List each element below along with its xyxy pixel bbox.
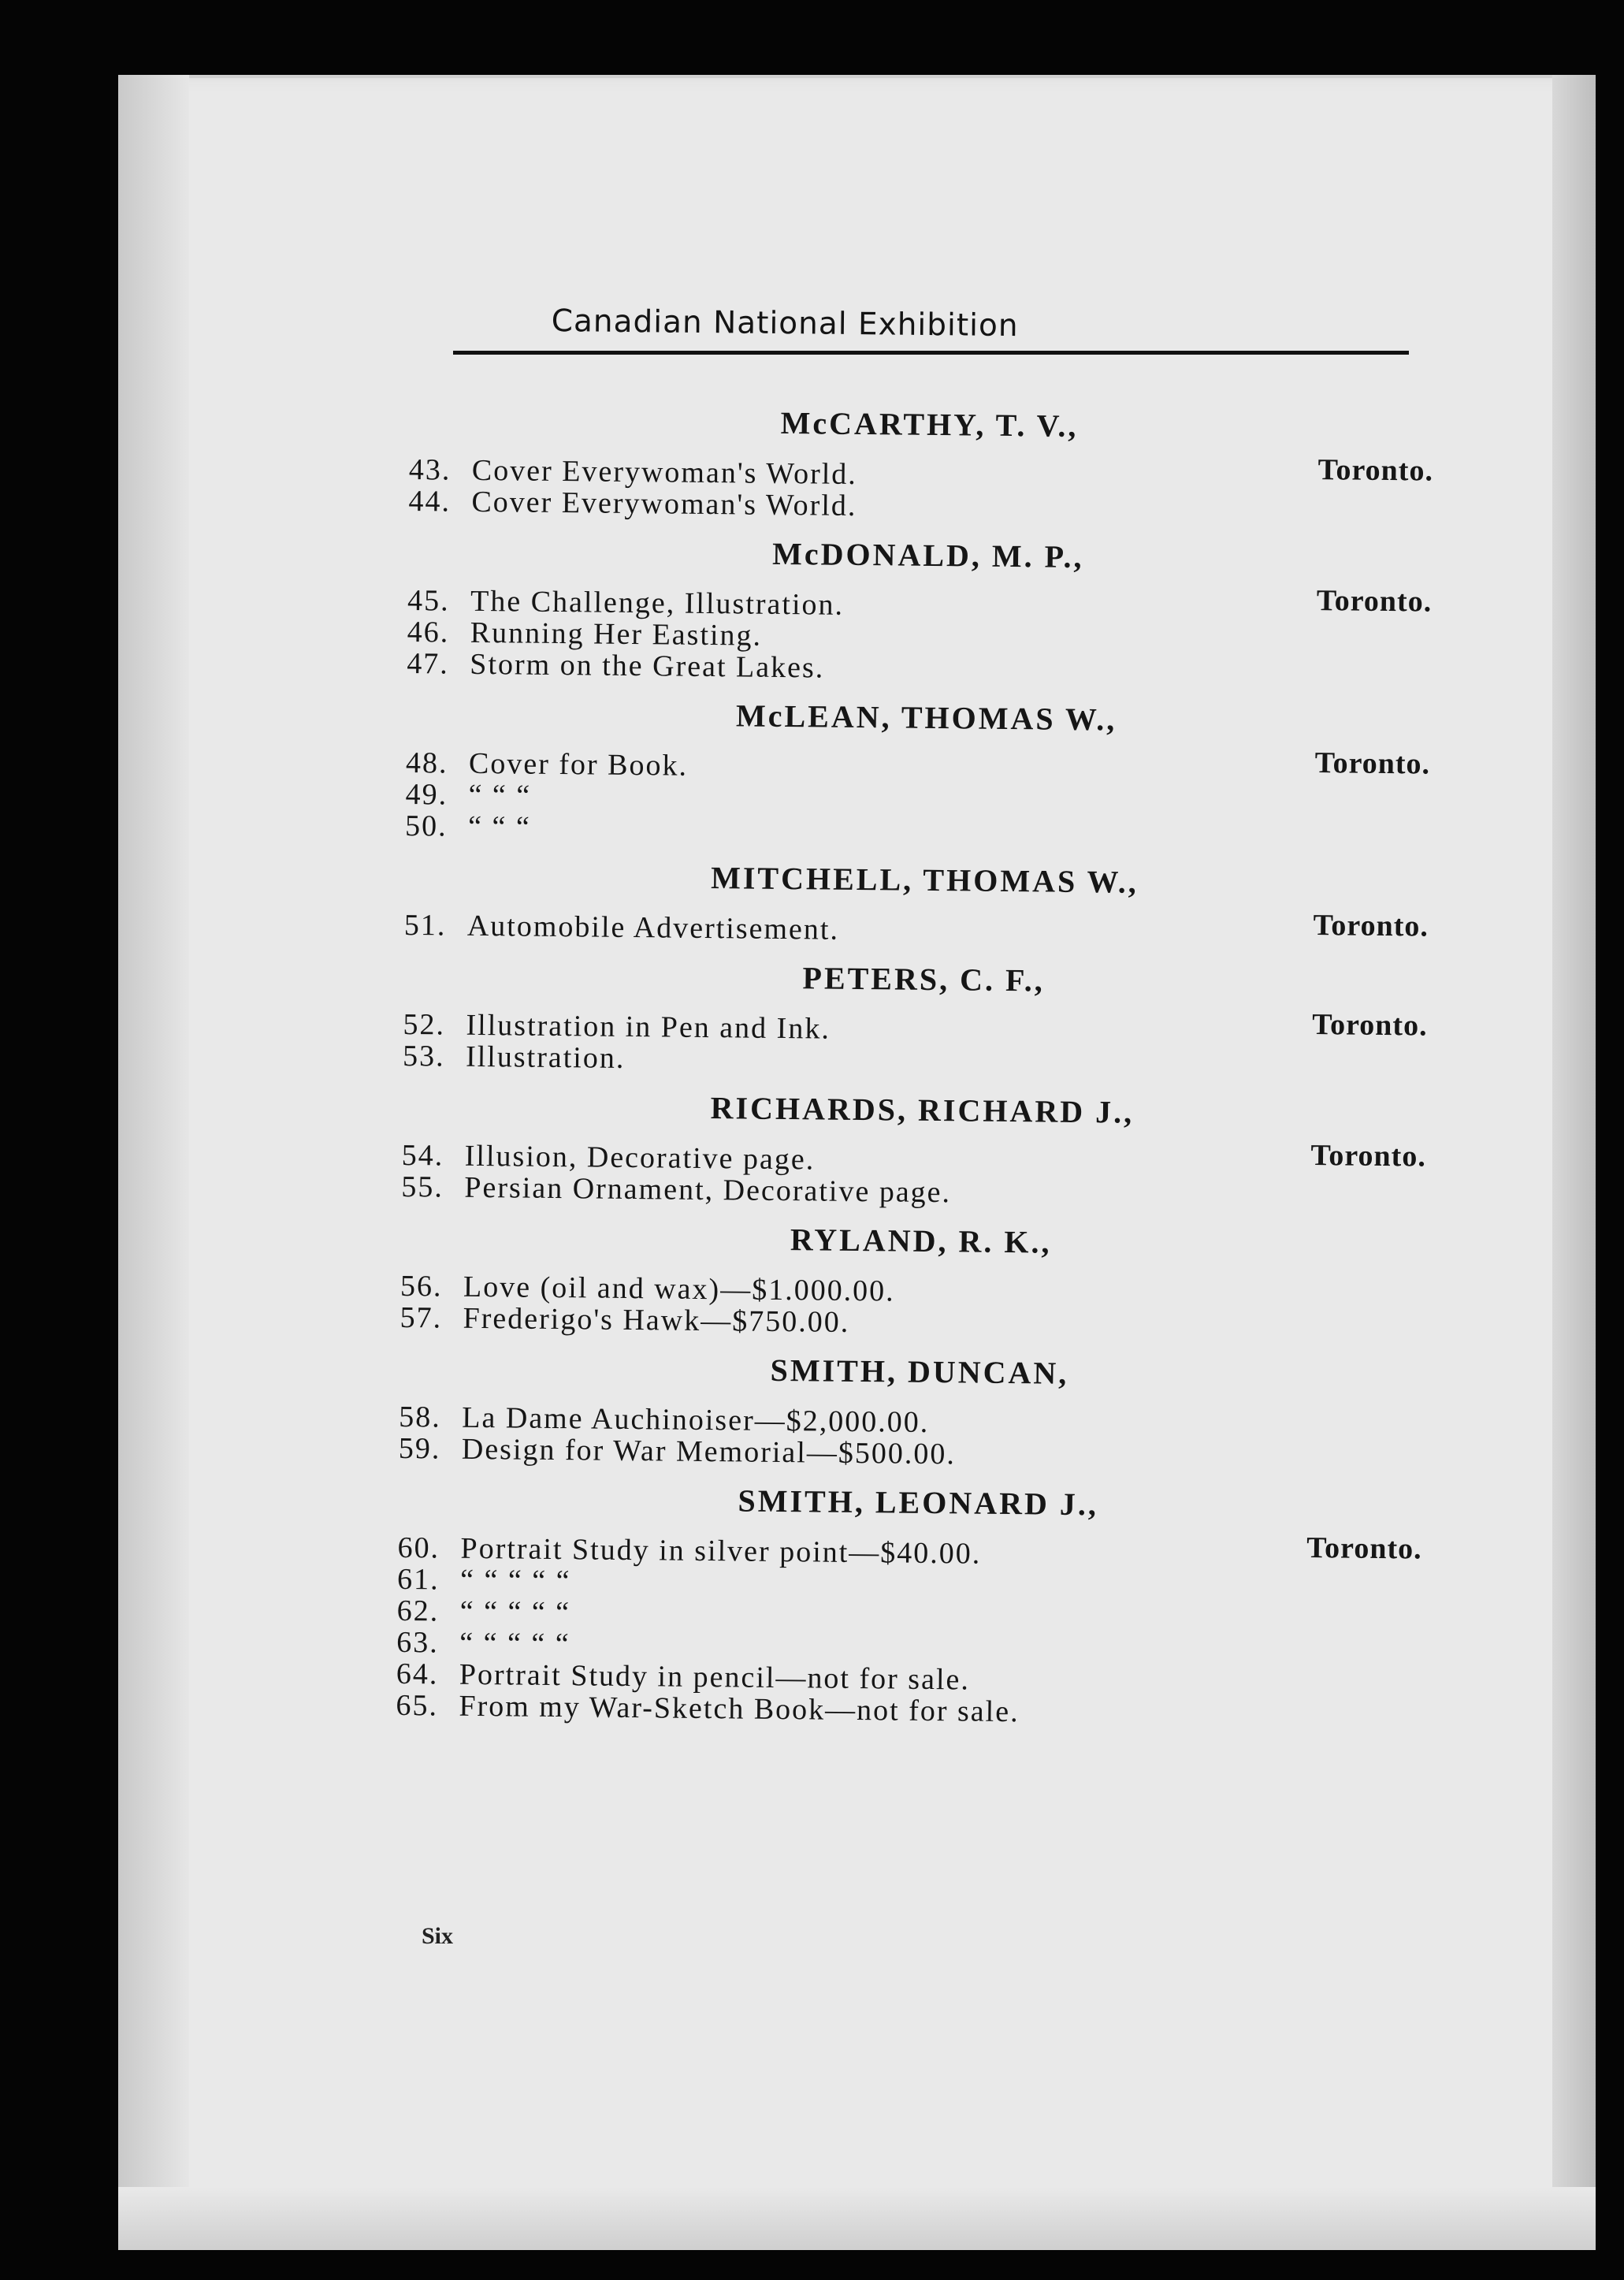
- work-number: 59.: [398, 1431, 441, 1466]
- artist-name: PETERS, C. F.,: [802, 960, 1046, 999]
- artist-entry: [407, 526, 1448, 690]
- work-title: Illustration.: [465, 1040, 626, 1075]
- work-title: “ “ “: [467, 809, 531, 844]
- work-number: 47.: [407, 646, 450, 681]
- artist-entry: [396, 1474, 1438, 1732]
- work-title: Cover Everywoman's World.: [471, 453, 858, 491]
- artist-name: McLEAN, THOMAS W.,: [735, 697, 1117, 738]
- work-title: Illustration in Pen and Ink.: [466, 1008, 831, 1046]
- running-head: Canadian National Exhibition: [551, 303, 1019, 344]
- work-number: 62.: [396, 1594, 440, 1628]
- work-title: “ “ “: [468, 778, 532, 813]
- artist-name: McCARTHY, T. V.,: [780, 404, 1079, 444]
- artist-name: RICHARDS, RICHARD J.,: [710, 1090, 1135, 1130]
- artist-city: Toronto.: [1317, 453, 1434, 488]
- work-title: Cover Everywoman's World.: [471, 485, 857, 523]
- work-number: 56.: [399, 1269, 443, 1304]
- page-bottom-edge: [118, 2187, 1596, 2250]
- page-right-edge: [1552, 75, 1596, 2250]
- page-left-edge: [118, 75, 189, 2250]
- work-number: 61.: [396, 1562, 440, 1597]
- work-number: 50.: [404, 809, 448, 843]
- work-title: Frederigo's Hawk—$750.00.: [463, 1301, 850, 1339]
- work-number: 48.: [405, 746, 448, 780]
- work-title: Illusion, Decorative page.: [464, 1139, 816, 1177]
- artist-entry: [399, 1343, 1440, 1475]
- artist-city: Toronto.: [1313, 909, 1429, 943]
- artist-entry: [408, 396, 1450, 528]
- artist-name: MITCHELL, THOMAS W.,: [710, 860, 1139, 900]
- work-title: Storm on the Great Lakes.: [470, 647, 825, 685]
- work-title: The Challenge, Illustration.: [470, 584, 845, 622]
- work-number: 63.: [396, 1625, 440, 1660]
- work-number: 64.: [396, 1657, 439, 1691]
- artist-entry: [401, 1081, 1443, 1214]
- exhibit-list: [396, 386, 1450, 1732]
- work-number: 60.: [397, 1531, 440, 1565]
- artist-entry: [403, 950, 1444, 1083]
- page-number: Six: [422, 1923, 454, 1949]
- artist-city: Toronto.: [1314, 746, 1431, 781]
- work-number: 46.: [407, 615, 450, 649]
- work-number: 43.: [408, 452, 452, 487]
- artist-city: Toronto.: [1310, 1139, 1427, 1173]
- artist-name: SMITH, DUNCAN,: [770, 1352, 1069, 1391]
- work-number: 51.: [403, 908, 447, 943]
- work-number: 57.: [399, 1300, 443, 1335]
- work-title: Persian Ornament, Decorative page.: [464, 1170, 952, 1210]
- work-title: “ “ “ “ “: [459, 1626, 570, 1661]
- artist-entry: [399, 1212, 1441, 1345]
- work-number: 49.: [405, 777, 448, 812]
- work-number: 58.: [399, 1400, 442, 1434]
- work-number: 55.: [401, 1170, 444, 1204]
- work-title: Portrait Study in silver point—$40.00.: [460, 1531, 982, 1571]
- work-title: From my War-Sketch Book—not for sale.: [459, 1689, 1020, 1729]
- work-title: Love (oil and wax)—$1.000.00.: [463, 1270, 895, 1308]
- artist-city: Toronto.: [1312, 1008, 1428, 1043]
- artist-city: Toronto.: [1306, 1531, 1422, 1566]
- work-title: “ “ “ “ “: [459, 1594, 571, 1630]
- work-number: 45.: [407, 583, 450, 618]
- artist-entry: [405, 689, 1447, 853]
- work-title: Automobile Advertisement.: [466, 909, 840, 947]
- work-number: 54.: [401, 1138, 444, 1173]
- work-item: [404, 909, 1444, 952]
- work-number: 65.: [396, 1688, 439, 1723]
- artist-name: McDONALD, M. P.,: [771, 535, 1084, 575]
- artist-city: Toronto.: [1316, 584, 1433, 619]
- work-title: Running Her Easting.: [470, 616, 763, 653]
- work-number: 52.: [403, 1007, 446, 1042]
- artist-entry: [404, 851, 1445, 952]
- header-rule: [453, 351, 1409, 355]
- artist-name: SMITH, LEONARD J.,: [738, 1482, 1099, 1523]
- work-title: La Dame Auchinoiser—$2,000.00.: [462, 1400, 930, 1439]
- work-title: Portrait Study in pencil—not for sale.: [459, 1657, 971, 1697]
- work-title: Cover for Book.: [468, 746, 689, 783]
- work-number: 53.: [402, 1039, 445, 1073]
- work-number: 44.: [408, 484, 452, 519]
- work-title: “ “ “ “ “: [459, 1563, 571, 1598]
- artist-name: RYLAND, R. K.,: [790, 1222, 1052, 1260]
- work-title: Design for War Memorial—$500.00.: [461, 1432, 957, 1471]
